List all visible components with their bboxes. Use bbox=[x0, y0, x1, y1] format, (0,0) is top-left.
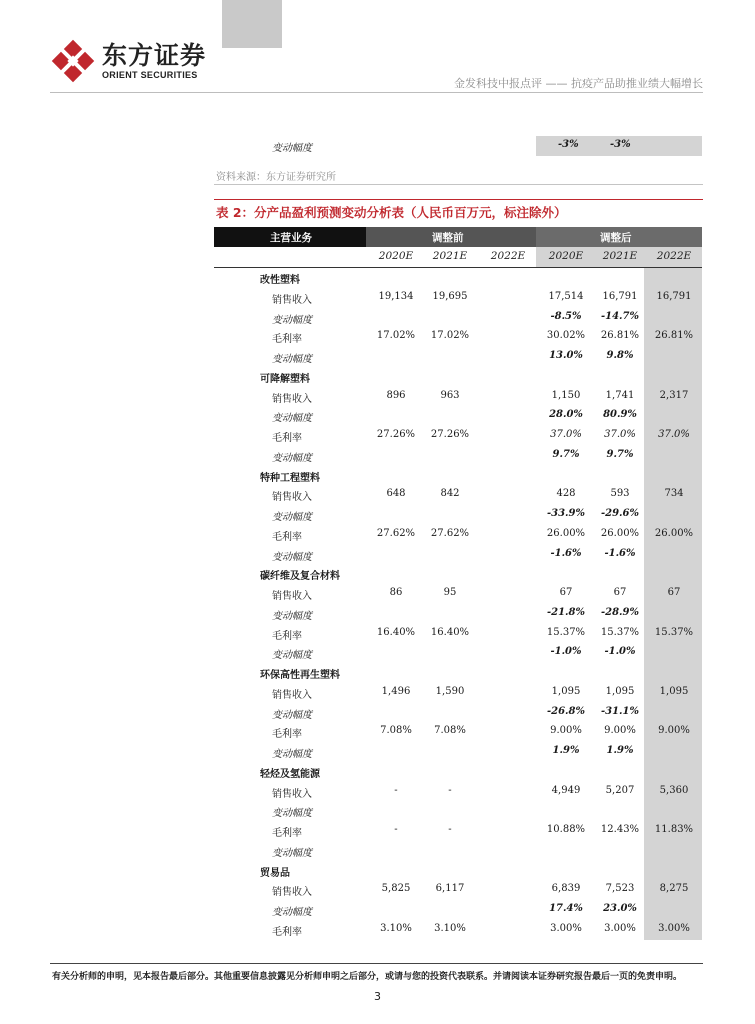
category-label: 碳纤维及复合材料 bbox=[260, 571, 340, 583]
category-row bbox=[214, 762, 702, 782]
prev-row-label: 变动幅度 bbox=[272, 143, 312, 154]
table-cell: 16,791 bbox=[656, 290, 692, 302]
row-label: 毛利率 bbox=[272, 334, 302, 346]
table-cell: 3.00% bbox=[604, 922, 636, 934]
table-cell: 16.40% bbox=[430, 626, 470, 638]
table-cell: 5,360 bbox=[659, 784, 689, 796]
page-number: 3 bbox=[374, 990, 381, 1003]
data-source: 资料来源：东方证券研究所 bbox=[216, 172, 336, 183]
logo-chinese-name: 东方证券 bbox=[102, 41, 207, 70]
table-body bbox=[214, 268, 702, 940]
table-cell: -33.9% bbox=[546, 508, 585, 519]
table-cell: 67 bbox=[613, 587, 627, 598]
table-cell: 1,590 bbox=[435, 685, 465, 697]
table-cell: 16,791 bbox=[602, 290, 638, 302]
table-cell: 15.37% bbox=[654, 626, 694, 638]
table-row bbox=[214, 821, 702, 841]
category-row bbox=[214, 861, 702, 881]
table-row bbox=[214, 722, 702, 742]
table-row bbox=[214, 505, 702, 525]
row-label: 变动幅度 bbox=[272, 847, 312, 859]
table-cell: 26.81% bbox=[654, 330, 694, 342]
row-label: 销售收入 bbox=[272, 689, 312, 701]
row-label: 毛利率 bbox=[272, 926, 302, 938]
table-cell: - bbox=[394, 784, 398, 796]
table-cell: - bbox=[448, 784, 452, 796]
table-cell: 16.40% bbox=[376, 626, 416, 638]
row-label: 销售收入 bbox=[272, 294, 312, 306]
table-cell: 734 bbox=[664, 488, 684, 500]
table-cell: 7.08% bbox=[434, 725, 466, 737]
table-cell: 28.0% bbox=[549, 409, 583, 421]
row-label: 销售收入 bbox=[272, 887, 312, 899]
year-header: 2020E bbox=[548, 250, 584, 262]
table-cell: 9.00% bbox=[604, 725, 636, 737]
table-row bbox=[214, 742, 702, 762]
logo-english-name: ORIENT SECURITIES bbox=[102, 70, 198, 80]
year-header: 2022E bbox=[490, 250, 526, 262]
table-cell: 3.10% bbox=[434, 922, 466, 934]
row-label: 变动幅度 bbox=[272, 709, 312, 721]
row-label: 变动幅度 bbox=[272, 610, 312, 622]
table-cell: - bbox=[448, 824, 452, 835]
year-header: 2021E bbox=[602, 250, 638, 262]
table-row bbox=[214, 841, 702, 861]
table-row bbox=[214, 703, 702, 723]
table-cell: 17.02% bbox=[430, 330, 470, 342]
table-header-row bbox=[214, 227, 702, 247]
table-cell: -21.8% bbox=[546, 606, 585, 618]
header-divider bbox=[50, 92, 703, 93]
orient-logo-icon bbox=[50, 38, 96, 84]
company-logo bbox=[50, 38, 206, 84]
year-header: 2021E bbox=[432, 250, 468, 262]
table-cell: 86 bbox=[389, 587, 403, 598]
table-cell: 3.00% bbox=[658, 922, 690, 934]
table-cell: 6,117 bbox=[435, 883, 465, 895]
table-cell: -31.1% bbox=[600, 705, 639, 717]
table-cell: 1,095 bbox=[605, 685, 635, 697]
table-cell: 593 bbox=[610, 488, 630, 500]
table-cell: 8,275 bbox=[659, 883, 689, 895]
category-row bbox=[214, 466, 702, 486]
table-cell: 26.00% bbox=[654, 527, 694, 539]
table-cell: -1.0% bbox=[550, 646, 582, 658]
table-cell: 19,695 bbox=[432, 290, 468, 302]
table-cell: 9.00% bbox=[658, 725, 690, 737]
table-cell: 428 bbox=[556, 488, 576, 500]
row-label: 销售收入 bbox=[272, 492, 312, 504]
table-cell: 7.08% bbox=[380, 725, 412, 737]
table-cell: 37.0% bbox=[604, 429, 636, 440]
row-label: 变动幅度 bbox=[272, 354, 312, 365]
table-year-row bbox=[214, 247, 702, 268]
table-row bbox=[214, 545, 702, 565]
table-title: 表 2：分产品盈利预测变动分析表（人民币百万元，标注除外） bbox=[216, 205, 567, 220]
table-cell: 27.62% bbox=[376, 527, 416, 539]
table-cell: 6,839 bbox=[551, 883, 581, 895]
table-cell: 26.00% bbox=[600, 527, 640, 539]
row-label: 毛利率 bbox=[272, 531, 302, 543]
footer-disclaimer: 有关分析师的申明，见本报告最后部分。其他重要信息披露见分析师申明之后部分，或请与您的投资代表联系。并请阅读本证券研究报告最后一页的免责申明。 bbox=[52, 972, 683, 982]
table-cell: 17.02% bbox=[376, 330, 416, 342]
table-row bbox=[214, 426, 702, 446]
table-title-rule bbox=[214, 199, 703, 200]
row-label: 毛利率 bbox=[272, 828, 302, 839]
table-cell: -1.6% bbox=[550, 547, 582, 559]
table-row bbox=[214, 347, 702, 367]
table-row bbox=[214, 584, 702, 604]
table-cell: 1,095 bbox=[551, 685, 581, 697]
table-cell: 12.43% bbox=[600, 824, 640, 835]
table-cell: 13.0% bbox=[549, 350, 583, 361]
table-cell: 3.00% bbox=[550, 922, 582, 934]
table-cell: -14.7% bbox=[600, 310, 639, 322]
table-cell: 17.4% bbox=[549, 903, 583, 914]
table-cell: 963 bbox=[440, 389, 460, 401]
table-cell: 80.9% bbox=[603, 409, 637, 421]
header-gray-block bbox=[222, 0, 282, 48]
row-label: 毛利率 bbox=[272, 630, 302, 642]
table-cell: -29.6% bbox=[600, 508, 639, 519]
table-row bbox=[214, 880, 702, 900]
row-label: 销售收入 bbox=[272, 393, 312, 405]
table-cell: -1.6% bbox=[604, 547, 636, 559]
table-cell: 37.0% bbox=[658, 429, 690, 440]
category-label: 环保高性再生塑料 bbox=[260, 670, 340, 681]
table-cell: 4,949 bbox=[551, 784, 581, 796]
table-row bbox=[214, 485, 702, 505]
table-cell: 30.02% bbox=[546, 330, 586, 342]
table-cell: 896 bbox=[386, 389, 406, 401]
table-cell: -28.9% bbox=[600, 606, 639, 618]
table-cell: 27.26% bbox=[376, 429, 416, 440]
row-label: 变动幅度 bbox=[272, 452, 312, 464]
table-cell: 26.81% bbox=[600, 330, 640, 342]
category-label: 改性塑料 bbox=[260, 275, 300, 286]
report-title: 金发科技中报点评 —— 抗疫产品助推业绩大幅增长 bbox=[454, 77, 703, 90]
table-cell: 1,741 bbox=[605, 389, 635, 401]
prev-row-value-2: -3% bbox=[610, 139, 631, 150]
row-label: 变动幅度 bbox=[272, 808, 312, 820]
table-row bbox=[214, 387, 702, 407]
previous-table-tail-row bbox=[214, 136, 702, 156]
table-cell: 37.0% bbox=[550, 429, 582, 440]
table-cell: 9.7% bbox=[606, 448, 634, 460]
table-cell: 3.10% bbox=[380, 922, 412, 934]
table-row bbox=[214, 624, 702, 644]
year-header: 2022E bbox=[656, 250, 692, 262]
category-label: 特种工程塑料 bbox=[260, 472, 320, 484]
category-label: 轻烃及氢能源 bbox=[260, 768, 320, 780]
category-row bbox=[214, 564, 702, 584]
table-cell: 2,317 bbox=[659, 389, 689, 401]
row-label: 变动幅度 bbox=[272, 650, 312, 662]
table-cell: -1.0% bbox=[604, 646, 636, 658]
table-cell: 7,523 bbox=[605, 883, 635, 895]
row-label: 销售收入 bbox=[272, 788, 312, 800]
row-label: 变动幅度 bbox=[272, 512, 312, 523]
table-row bbox=[214, 446, 702, 466]
row-label: 销售收入 bbox=[272, 591, 312, 602]
row-label: 变动幅度 bbox=[272, 551, 312, 563]
table-row bbox=[214, 920, 702, 940]
table-row bbox=[214, 782, 702, 802]
table-row bbox=[214, 327, 702, 347]
table-row bbox=[214, 801, 702, 821]
table-cell: 95 bbox=[443, 587, 457, 598]
header-after: 调整后 bbox=[600, 232, 632, 244]
table-cell: 9.00% bbox=[550, 725, 582, 737]
table-cell: 648 bbox=[386, 488, 406, 500]
table-row bbox=[214, 525, 702, 545]
table-cell: 26.00% bbox=[546, 527, 586, 539]
row-label: 毛利率 bbox=[272, 433, 302, 444]
source-divider bbox=[214, 184, 703, 185]
table-cell: 1,095 bbox=[659, 685, 689, 697]
table-cell: 17,514 bbox=[548, 290, 584, 302]
table-row bbox=[214, 308, 702, 328]
table-cell: 1,150 bbox=[551, 389, 581, 401]
table-cell: 10.88% bbox=[546, 824, 586, 835]
row-label: 变动幅度 bbox=[272, 749, 312, 760]
table-cell: -26.8% bbox=[546, 705, 585, 717]
table-row bbox=[214, 288, 702, 308]
table-cell: 15.37% bbox=[546, 626, 586, 638]
table-cell: 11.83% bbox=[654, 824, 694, 835]
header-before: 调整前 bbox=[432, 232, 464, 244]
table-cell: 5,825 bbox=[381, 883, 411, 895]
table-row bbox=[214, 900, 702, 920]
category-label: 贸易品 bbox=[260, 867, 290, 879]
table-cell: 67 bbox=[667, 587, 681, 598]
table-row bbox=[214, 406, 702, 426]
table-cell: 27.62% bbox=[430, 527, 470, 539]
table-cell: 5,207 bbox=[605, 784, 635, 796]
row-label: 变动幅度 bbox=[272, 907, 312, 918]
table-cell: 67 bbox=[559, 587, 573, 598]
table-row bbox=[214, 604, 702, 624]
year-header: 2020E bbox=[378, 250, 414, 262]
table-cell: 19,134 bbox=[378, 290, 414, 302]
category-label: 可降解塑料 bbox=[260, 373, 310, 385]
row-label: 变动幅度 bbox=[272, 413, 312, 425]
table-cell: 9.8% bbox=[606, 350, 634, 361]
table-cell: 27.26% bbox=[430, 429, 470, 440]
category-row bbox=[214, 367, 702, 387]
prev-row-value-1: -3% bbox=[558, 139, 579, 150]
header-main-business: 主营业务 bbox=[270, 232, 312, 244]
table-cell: 15.37% bbox=[600, 626, 640, 638]
table-cell: 1,496 bbox=[381, 685, 411, 697]
table-cell: 842 bbox=[440, 488, 460, 500]
table-cell: 1.9% bbox=[552, 745, 580, 756]
table-row bbox=[214, 683, 702, 703]
category-row bbox=[214, 663, 702, 683]
row-label: 毛利率 bbox=[272, 729, 302, 741]
table-cell: 1.9% bbox=[606, 745, 634, 756]
table-row bbox=[214, 643, 702, 663]
row-label: 变动幅度 bbox=[272, 314, 312, 326]
table-cell: 23.0% bbox=[603, 903, 637, 914]
table-cell: 9.7% bbox=[552, 448, 580, 460]
table-cell: - bbox=[394, 824, 398, 835]
forecast-table bbox=[214, 227, 702, 940]
table-cell: -8.5% bbox=[550, 310, 582, 322]
category-row bbox=[214, 268, 702, 288]
footer-divider bbox=[50, 963, 703, 964]
